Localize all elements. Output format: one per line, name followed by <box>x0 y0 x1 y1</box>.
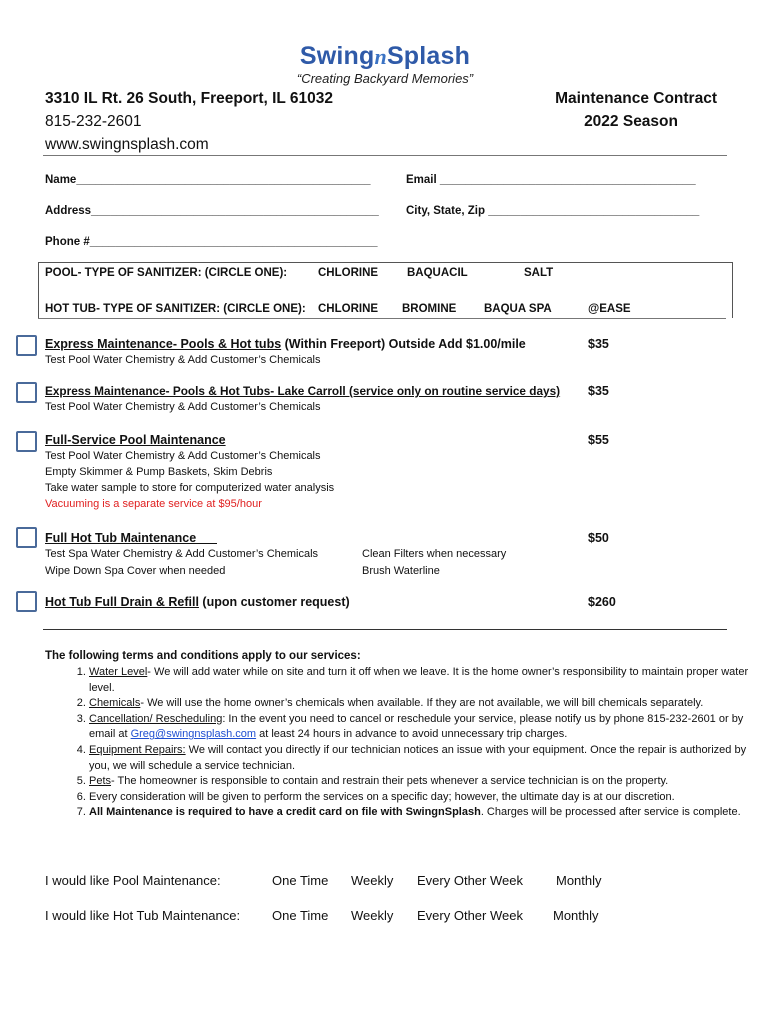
phone-field[interactable]: Phone #_____________________________________________ <box>45 236 378 248</box>
term-equipment-repairs: 4. Equipment Repairs: We will contact you directly if our technician notices an issue with your equipment. Once the repair is authorized by you, we will schedule a service technician. <box>89 743 765 774</box>
document-title: Maintenance Contract <box>555 90 717 107</box>
email-field[interactable]: Email ________________________________________ <box>406 174 696 186</box>
city-state-zip-field[interactable]: City, State, Zip _________________________________ <box>406 205 700 217</box>
document-season: 2022 Season <box>584 113 678 130</box>
tagline: “Creating Backyard Memories” <box>296 71 474 86</box>
pool-option-chlorine[interactable]: CHLORINE <box>318 267 379 279</box>
service-detail: Empty Skimmer & Pump Baskets, Skim Debris <box>45 466 273 478</box>
hottub-sanitizer-label: HOT TUB- TYPE OF SANITIZER: (CIRCLE ONE): <box>45 303 306 315</box>
service-title-hot-tub-drain: Hot Tub Full Drain & Refill (upon customer request) <box>45 595 350 609</box>
terms-title: The following terms and conditions apply to our services: <box>45 650 361 662</box>
company-address: 3310 IL Rt. 26 South, Freeport, IL 61032 <box>45 90 334 107</box>
pool-frequency-one-time[interactable]: One Time <box>272 873 329 888</box>
service-title-express-lake-carroll: Express Maintenance- Pools & Hot Tubs- Lake Carroll (service only on routine service days) <box>45 384 561 398</box>
term-cancellation: 3. Cancellation/ Rescheduling: In the event you need to cancel or reschedule your service, please notify us by phone 815-232-2601 or by email at Greg@swingnsplash.com at least 24 hours in advance to avoid unnecessary trip charges. <box>89 712 765 743</box>
term-pets: 5. Pets- The homeowner is responsible to contain and restrain their pets whenever a service technician is on the property. <box>89 774 765 790</box>
hottub-frequency-every-other-week[interactable]: Every Other Week <box>417 908 523 923</box>
service-title-full-hot-tub: Full Hot Tub Maintenance <box>45 531 217 545</box>
service-detail: Test Pool Water Chemistry & Add Customer’s Chemicals <box>45 354 321 366</box>
hottub-option-chlorine[interactable]: CHLORINE <box>318 303 379 315</box>
service-checkbox-full-hot-tub[interactable] <box>16 527 37 548</box>
service-title-full-service-pool: Full-Service Pool Maintenance <box>45 433 226 447</box>
service-detail: Test Pool Water Chemistry & Add Customer’s Chemicals <box>45 450 321 462</box>
hottub-frequency-weekly[interactable]: Weekly <box>351 908 394 923</box>
service-checkbox-express-lake-carroll[interactable] <box>16 382 37 403</box>
pool-option-baquacil[interactable]: BAQUACIL <box>407 267 468 279</box>
service-title-express-freeport: Express Maintenance- Pools & Hot tubs (Within Freeport) Outside Add $1.00/mile <box>45 337 526 351</box>
pool-frequency-monthly[interactable]: Monthly <box>556 873 602 888</box>
term-water-level: 1. Water Level- We will add water while on site and turn it off when we leave. It is the home owner’s responsibility to maintain proper water level. <box>89 665 765 696</box>
service-checkbox-full-service-pool[interactable] <box>16 431 37 452</box>
term-credit-card: 7. All Maintenance is required to have a credit card on file with SwingnSplash. Charges will be processed after service is complete. <box>89 805 765 821</box>
company-website: www.swingnsplash.com <box>45 136 209 153</box>
service-detail: Test Pool Water Chemistry & Add Customer’s Chemicals <box>45 401 321 413</box>
service-price-full-hot-tub: $50 <box>588 531 609 545</box>
pool-frequency-every-other-week[interactable]: Every Other Week <box>417 873 523 888</box>
service-detail: Brush Waterline <box>362 565 440 577</box>
service-detail: Wipe Down Spa Cover when needed <box>45 565 226 577</box>
vacuuming-note: Vacuuming is a separate service at $95/hour <box>45 498 262 510</box>
name-field[interactable]: Name______________________________________________ <box>45 174 371 186</box>
email-link[interactable]: Greg@swingnsplash.com <box>130 728 257 741</box>
company-logo: SwingnSplash <box>299 42 471 70</box>
services-divider <box>43 629 727 630</box>
pool-option-salt[interactable]: SALT <box>524 267 554 279</box>
pool-sanitizer-label: POOL- TYPE OF SANITIZER: (CIRCLE ONE): <box>45 267 288 279</box>
pool-frequency-label: I would like Pool Maintenance: <box>45 873 221 888</box>
service-detail: Take water sample to store for computerized water analysis <box>45 482 335 494</box>
service-price-express-lake-carroll: $35 <box>588 384 609 398</box>
service-checkbox-hot-tub-drain[interactable] <box>16 591 37 612</box>
hottub-frequency-one-time[interactable]: One Time <box>272 908 329 923</box>
term-chemicals: 2. Chemicals- We will use the home owner’s chemicals when available. If they are not available, we will bill chemicals separately. <box>89 696 765 712</box>
company-phone: 815-232-2601 <box>45 113 142 130</box>
service-price-express-freeport: $35 <box>588 337 609 351</box>
hottub-option-bromine[interactable]: BROMINE <box>402 303 457 315</box>
service-detail: Clean Filters when necessary <box>362 548 507 560</box>
term-service-day: 6. Every consideration will be given to perform the services on a specific day; however, the ultimate day is at our discretion. <box>89 790 765 806</box>
header-divider <box>43 155 727 156</box>
pool-frequency-weekly[interactable]: Weekly <box>351 873 394 888</box>
terms-list <box>45 665 765 821</box>
address-field[interactable]: Address_____________________________________________ <box>45 205 379 217</box>
hottub-frequency-label: I would like Hot Tub Maintenance: <box>45 908 241 923</box>
sanitizer-divider <box>38 318 726 319</box>
hottub-option-ease[interactable]: @EASE <box>588 303 631 315</box>
service-checkbox-express-freeport[interactable] <box>16 335 37 356</box>
hottub-frequency-monthly[interactable]: Monthly <box>553 908 599 923</box>
service-detail: Test Spa Water Chemistry & Add Customer’s Chemicals <box>45 548 319 560</box>
service-price-hot-tub-drain: $260 <box>588 595 616 609</box>
hottub-option-baqua-spa[interactable]: BAQUA SPA <box>484 303 552 315</box>
service-price-full-service-pool: $55 <box>588 433 609 447</box>
